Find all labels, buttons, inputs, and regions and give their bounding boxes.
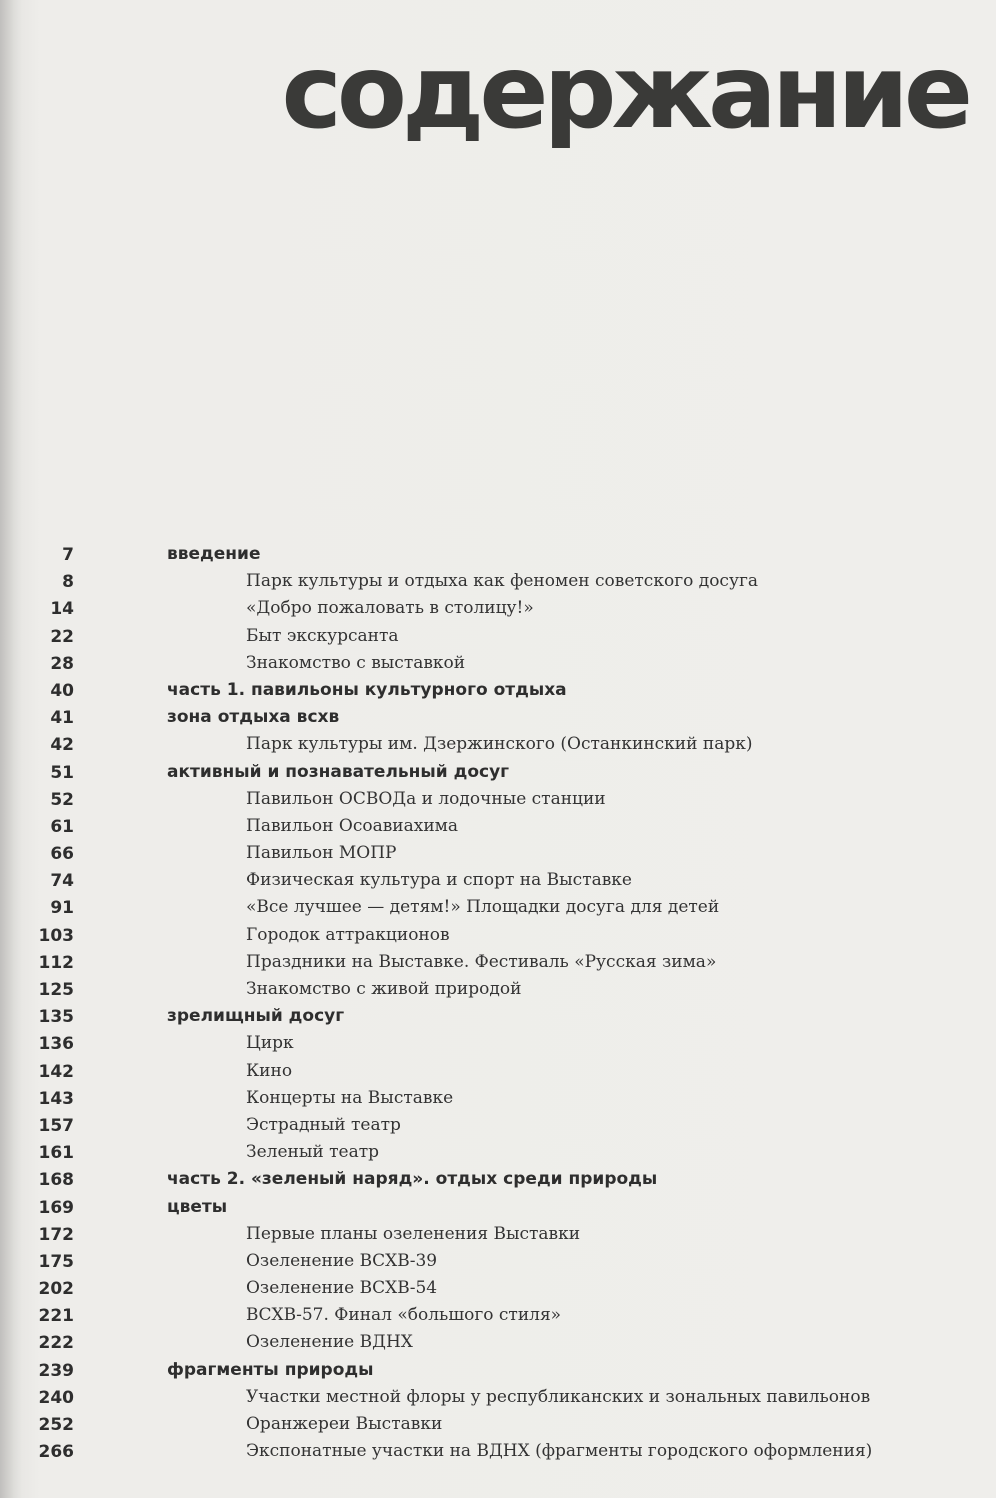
toc-page-number: 252: [38, 1415, 74, 1435]
toc-page-number: 52: [50, 789, 74, 810]
toc-subsection-title: Первые планы озеленения Выставки: [246, 1223, 581, 1244]
toc-page-number: 42: [50, 735, 74, 756]
toc-subsection-row: [0, 1250, 996, 1277]
toc-subsection-title: Участки местной флоры у республиканских и зональных павильонов: [246, 1386, 871, 1407]
toc-page-number: 135: [38, 1007, 74, 1028]
toc-page-number: 28: [50, 653, 74, 674]
toc-page-number: 175: [38, 1251, 74, 1272]
toc-subsection-row: [0, 1060, 996, 1087]
toc-subsection-row: [0, 788, 996, 815]
toc-subsection-row: [0, 1304, 996, 1331]
toc-subsection-row: [0, 1114, 996, 1141]
toc-subsection-row: [0, 1386, 996, 1413]
toc-subsection-row: [0, 815, 996, 842]
toc-page-number: 91: [50, 898, 74, 919]
toc-subsection-row: [0, 1141, 996, 1168]
toc-page-number: 74: [50, 871, 74, 892]
toc-subsection-title: Парк культуры им. Дзержинского (Останкинский парк): [246, 734, 753, 755]
toc-section-title: цветы: [167, 1196, 228, 1217]
toc-page-number: 161: [38, 1143, 74, 1164]
toc-subsection-row: [0, 570, 996, 597]
toc-subsection-row: [0, 1413, 996, 1440]
toc-section-title: активный и познавательный досуг: [167, 761, 510, 782]
toc-section-title: введение: [167, 544, 261, 564]
toc-subsection-row: [0, 951, 996, 978]
toc-subsection-title: Павильон ОСВОДа и лодочные станции: [246, 788, 606, 809]
toc-page-number: 222: [38, 1333, 74, 1354]
toc-subsection-title: «Добро пожаловать в столицу!»: [246, 598, 534, 619]
toc-subsection-row: [0, 1032, 996, 1059]
toc-subsection-title: Озеленение ВДНХ: [246, 1332, 413, 1353]
toc-subsection-row: [0, 924, 996, 951]
toc-section-row: [0, 1005, 996, 1032]
toc-page-number: 168: [38, 1170, 74, 1191]
toc-subsection-title: Парк культуры и отдыха как феномен советского досуга: [246, 571, 759, 592]
toc-section-row: [0, 543, 996, 570]
toc-page-number: 40: [50, 680, 74, 701]
toc-subsection-row: [0, 896, 996, 923]
toc-subsection-title: Концерты на Выставке: [246, 1087, 454, 1108]
toc-subsection-row: [0, 733, 996, 760]
toc-subsection-row: [0, 1277, 996, 1304]
toc-page-number: 103: [38, 925, 74, 946]
toc-page-number: 61: [50, 816, 74, 837]
toc-subsection-title: «Все лучшее — детям!» Площадки досуга для детей: [246, 897, 720, 918]
toc-section-row: [0, 761, 996, 788]
toc-page-number: 136: [38, 1034, 74, 1055]
toc-page-number: 22: [50, 626, 74, 647]
toc-subsection-row: [0, 978, 996, 1005]
toc-subsection-row: [0, 1087, 996, 1114]
toc-page-number: 14: [50, 599, 74, 620]
toc-subsection-title: Городок аттракционов: [246, 924, 450, 945]
toc-page-number: 169: [38, 1197, 74, 1218]
toc-section-row: [0, 1359, 996, 1386]
toc-subsection-row: [0, 625, 996, 652]
toc-subsection-title: Знакомство с выставкой: [246, 652, 466, 673]
toc-page-number: 8: [62, 572, 74, 593]
toc-subsection-row: [0, 842, 996, 869]
toc-subsection-title: ВСХВ-57. Финал «большого стиля»: [246, 1305, 562, 1326]
toc-page-number: 240: [38, 1387, 74, 1408]
toc-subsection-row: [0, 1331, 996, 1358]
toc-page-number: 239: [38, 1360, 74, 1381]
toc-page-number: 41: [50, 708, 74, 729]
toc-page-number: 202: [38, 1279, 74, 1300]
toc-page-number: 266: [38, 1442, 74, 1463]
toc-subsection-title: Праздники на Выставке. Фестиваль «Русская зима»: [246, 951, 717, 972]
toc-subsection-title: Озеленение ВСХВ-54: [246, 1278, 438, 1299]
toc-subsection-title: Физическая культура и спорт на Выставке: [246, 870, 632, 891]
toc-subsection-title: Озеленение ВСХВ-39: [246, 1250, 438, 1271]
toc-page-number: 142: [38, 1061, 74, 1082]
toc-subsection-title: Кино: [246, 1060, 293, 1081]
toc-subsection-title: Оранжереи Выставки: [246, 1414, 443, 1434]
toc-subsection-title: Павильон МОПР: [246, 843, 397, 864]
toc-subsection-title: Зеленый театр: [246, 1142, 379, 1163]
toc-section-row: [0, 706, 996, 733]
toc-subsection-title: Эстрадный театр: [246, 1114, 401, 1135]
toc-page-number: 221: [38, 1306, 74, 1327]
toc-page-number: 112: [38, 952, 74, 973]
toc-section-title: часть 2. «зеленый наряд». отдых среди природы: [167, 1169, 658, 1190]
table-of-contents: [0, 543, 996, 1467]
toc-page-number: 125: [38, 980, 74, 1000]
toc-subsection-title: Павильон Осоавиахима: [246, 815, 459, 836]
toc-section-title: фрагменты природы: [167, 1359, 374, 1380]
toc-subsection-row: [0, 652, 996, 679]
toc-section-title: часть 1. павильоны культурного отдыха: [167, 679, 567, 700]
toc-page-number: 51: [50, 762, 74, 783]
toc-section-title: зона отдыха всхв: [167, 707, 340, 728]
toc-subsection-title: Цирк: [246, 1033, 294, 1054]
toc-page-number: 157: [38, 1115, 74, 1136]
toc-page-number: 143: [38, 1088, 74, 1109]
toc-subsection-title: Знакомство с живой природой: [246, 979, 522, 999]
toc-section-row: [0, 679, 996, 706]
toc-subsection-row: [0, 597, 996, 624]
toc-page-number: 172: [38, 1224, 74, 1245]
toc-subsection-row: [0, 869, 996, 896]
toc-section-title: зрелищный досуг: [167, 1006, 345, 1027]
page-title: содержание: [281, 33, 968, 152]
toc-page-number: 66: [50, 844, 74, 865]
toc-subsection-title: Экспонатные участки на ВДНХ (фрагменты городского оформления): [246, 1441, 873, 1462]
toc-section-row: [0, 1168, 996, 1195]
toc-subsection-row: [0, 1223, 996, 1250]
toc-section-row: [0, 1196, 996, 1223]
toc-page-number: 7: [62, 545, 74, 565]
toc-subsection-title: Быт экскурсанта: [246, 625, 399, 646]
toc-subsection-row: [0, 1440, 996, 1467]
